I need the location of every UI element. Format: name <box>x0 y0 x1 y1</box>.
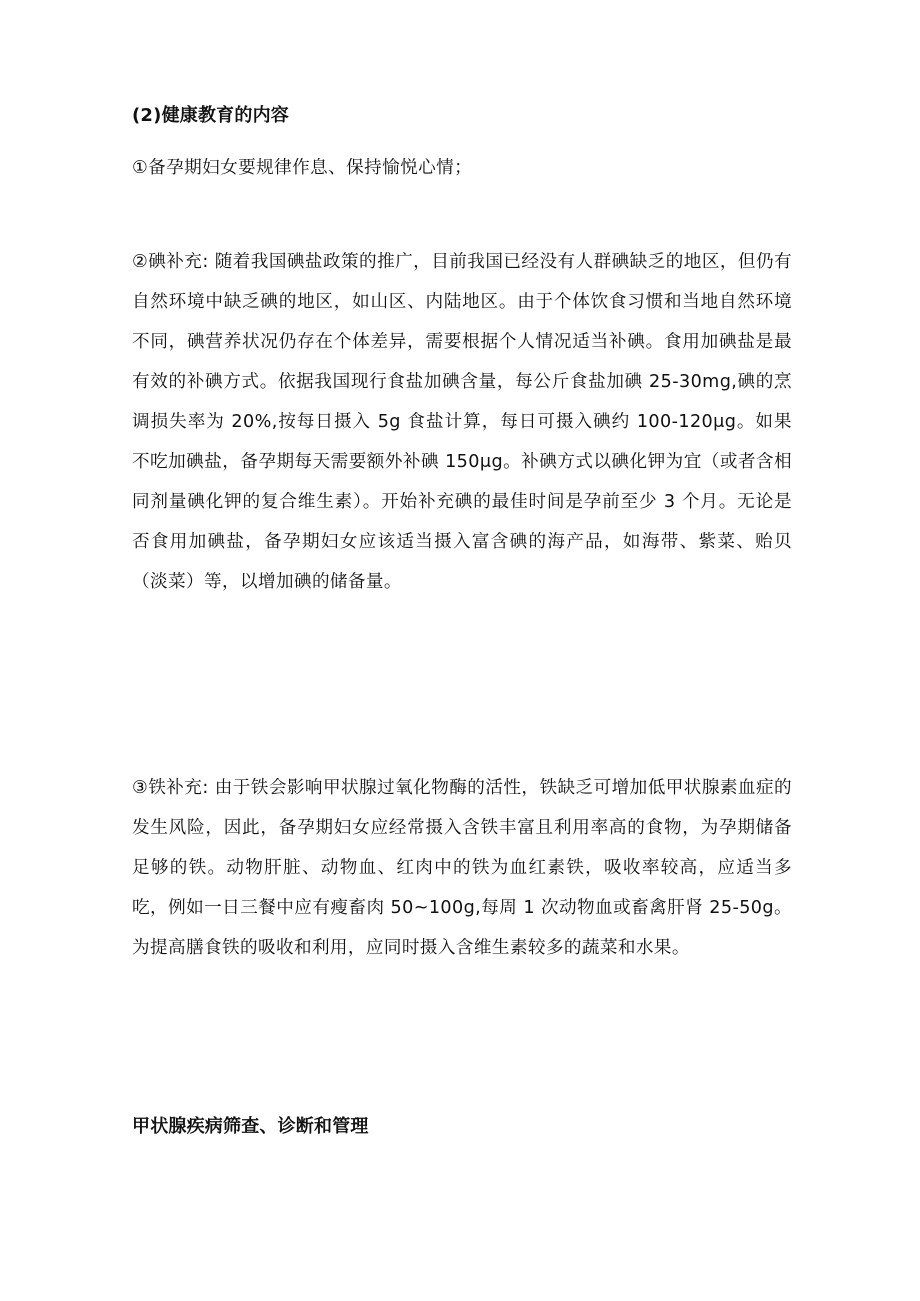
thyroid-screening-heading: 甲状腺疾病筛查、诊断和管理 <box>132 1116 369 1137</box>
paragraph-iron-supplement: ③铁补充: 由于铁会影响甲状腺过氧化物酶的活性，铁缺乏可增加低甲状腺素血症的发生风险，因此，备孕期妇女应经常摄入含铁丰富且利用率高的食物，为孕期储备足够的铁。动物肝脏、动物血、红肉中的铁为血红素铁，吸收率较高，应适当多吃，例如一日三餐中应有瘦畜肉 50~100g,每周 1 次动物血或畜禽肝肾 25-50g。为提高膳食铁的吸收和利用，应同时摄入含维生素较多的蔬菜和水果。 <box>132 778 792 958</box>
section-heading: (2)健康教育的内容 <box>132 105 289 126</box>
paragraph-iodine-supplement: ②碘补充: 随着我国碘盐政策的推广，目前我国已经没有人群碘缺乏的地区，但仍有自然环境中缺乏碘的地区，如山区、内陆地区。由于个体饮食习惯和当地自然环境不同，碘营养状况仍存在个体差异，需要根据个人情况适当补碘。食用加碘盐是最有效的补碘方式。依据我国现行食盐加碘含量，每公斤食盐加碘 25-30mg,碘的烹调损失率为 20%,按每日摄入 5g 食盐计算，每日可摄入碘约 100-120μg。如果不吃加碘盐，备孕期每天需要额外补碘 150μg。补碘方式以碘化钾为宜（或者含相同剂量碘化钾的复合维生素）。开始补充碘的最佳时间是孕前至少 3 个月。无论是否食用加碘盐，备孕期妇女应该适当摄入富含碘的海产品，如海带、紫菜、贻贝（淡菜）等，以增加碘的储备量。 <box>132 252 792 592</box>
paragraph-rest-mood: ①备孕期妇女要规律作息、保持愉悦心情； <box>132 158 473 178</box>
